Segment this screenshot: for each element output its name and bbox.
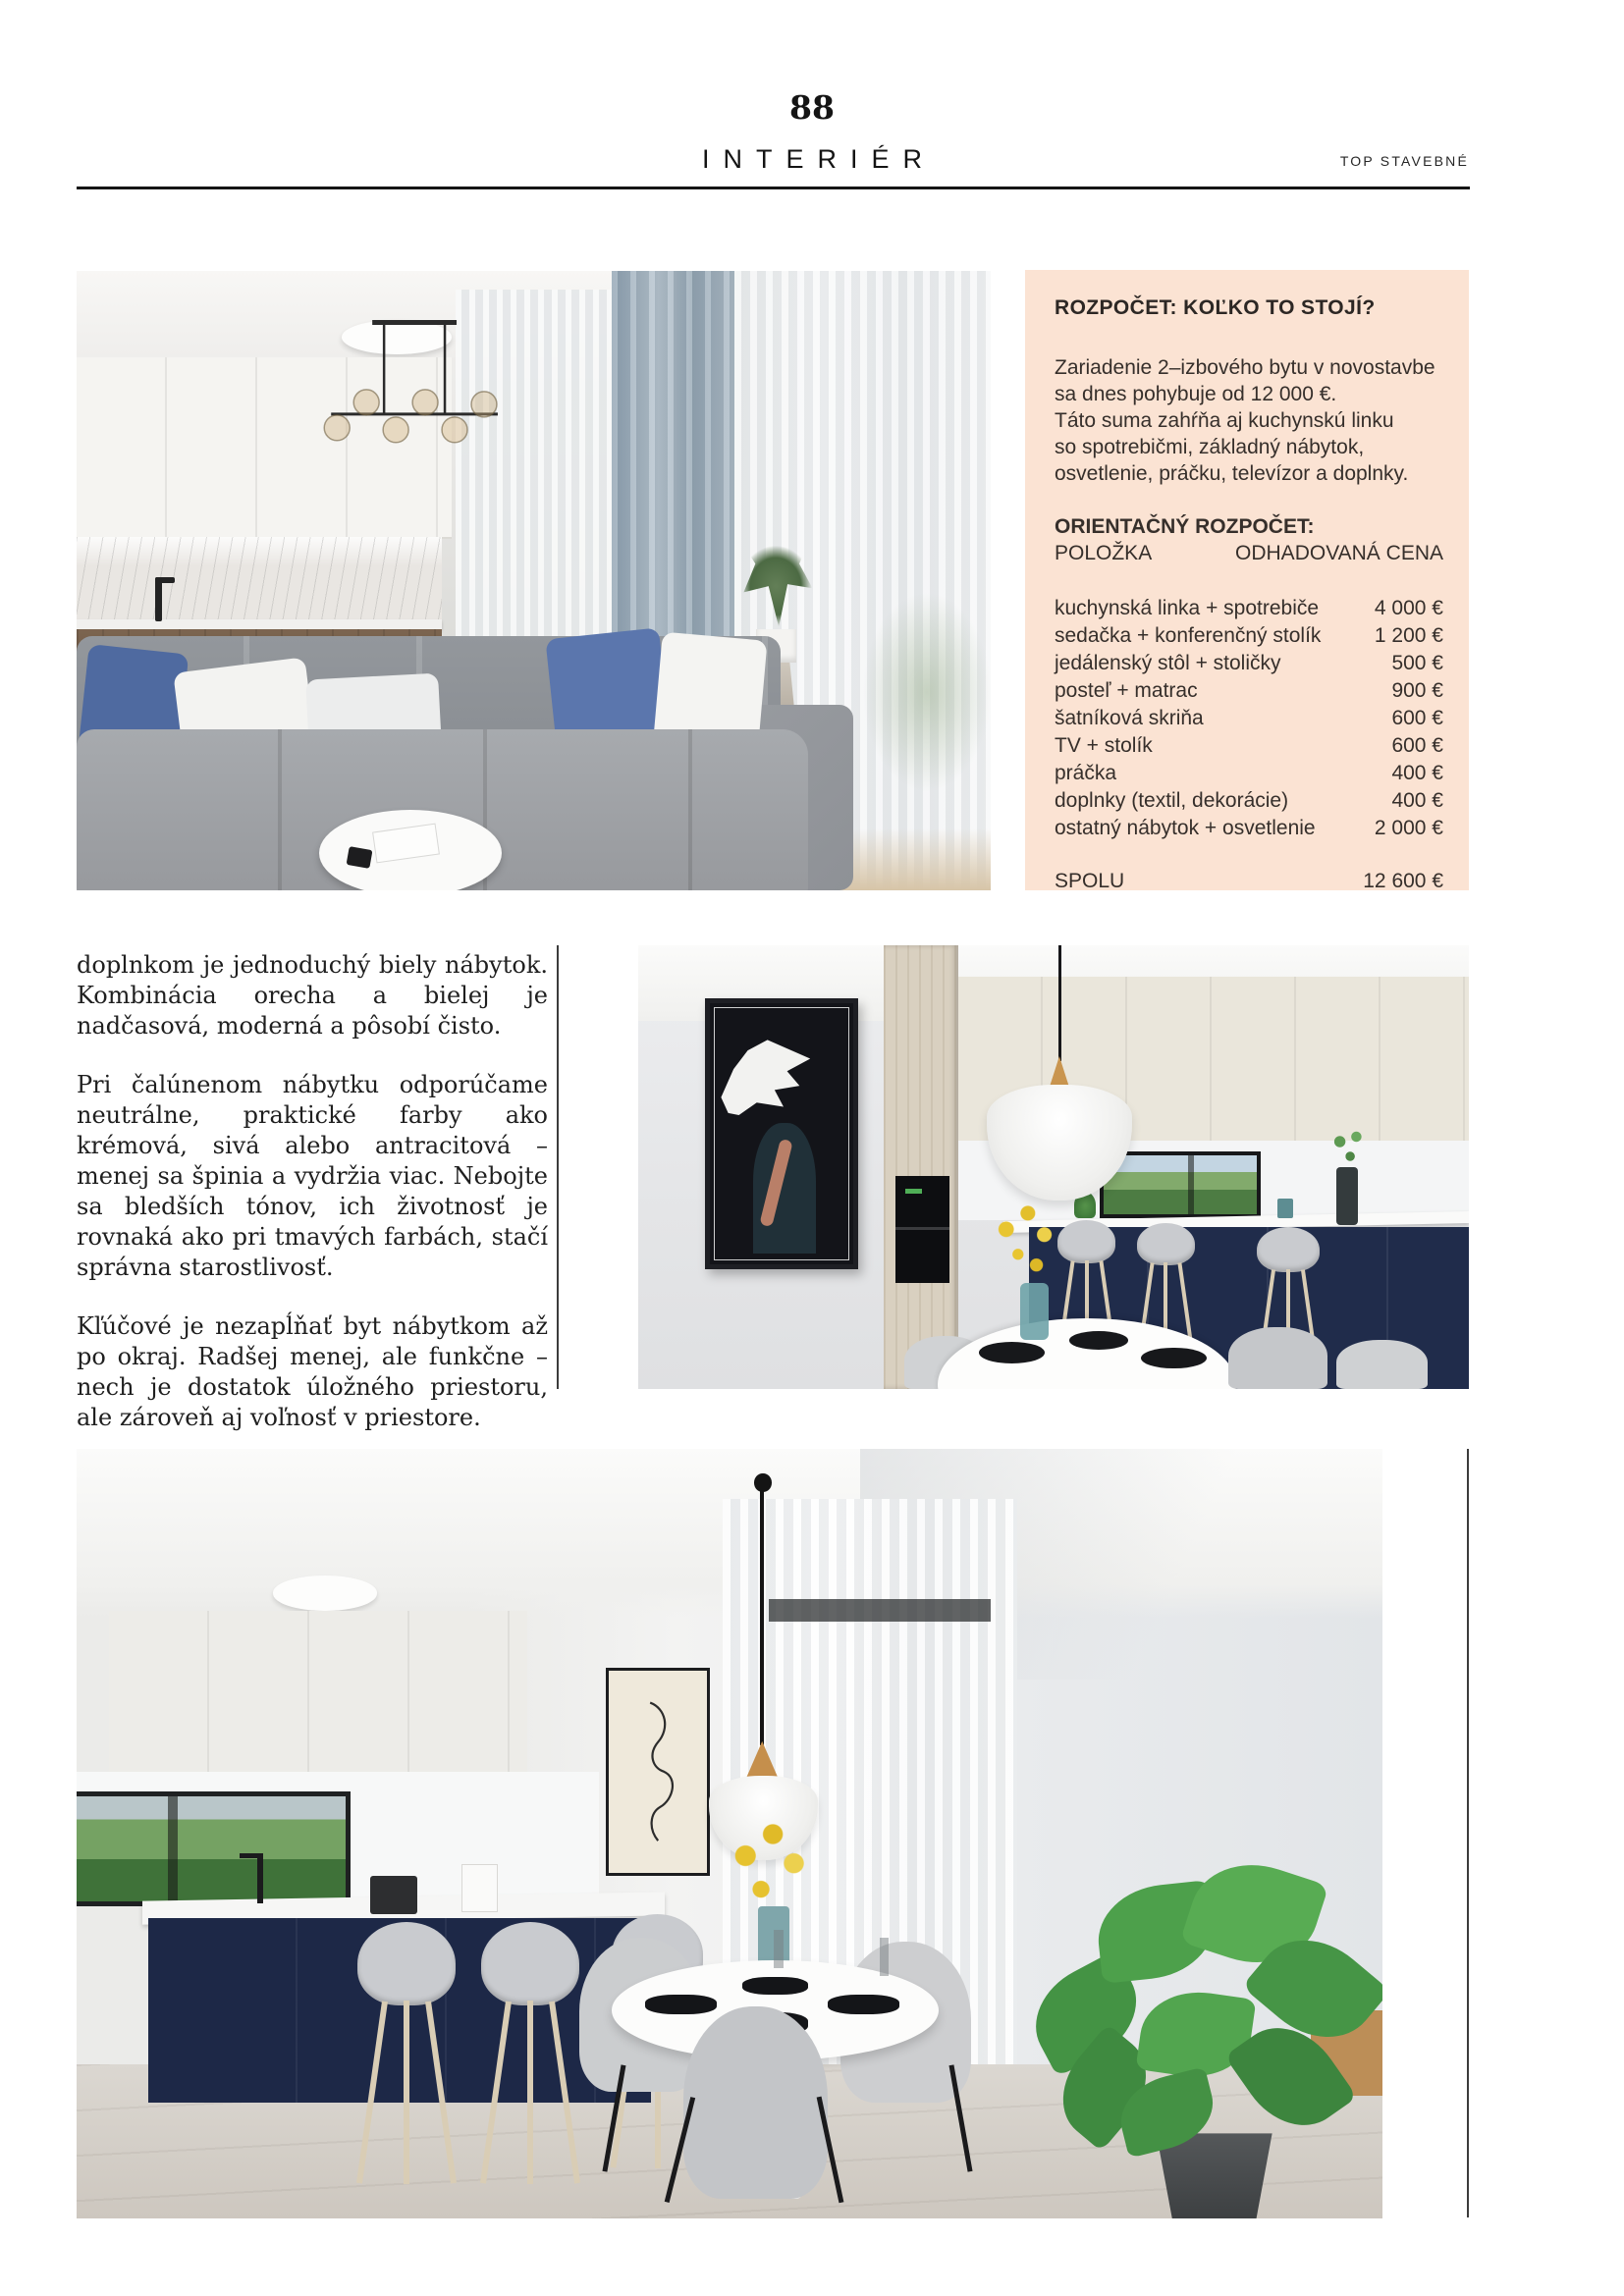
budget-item-price: 4 000 € xyxy=(1374,597,1443,619)
kitchen-appliance xyxy=(461,1864,498,1912)
budget-item-label: ostatný nábytok + osvetlenie xyxy=(1055,817,1316,839)
column-divider-rule xyxy=(557,945,559,1389)
column-price-label: ODHADOVANÁ CENA xyxy=(1235,542,1443,564)
budget-subtitle: ORIENTAČNÝ ROZPOČET: xyxy=(1055,515,1315,538)
budget-row xyxy=(1055,732,1443,760)
monstera-plant xyxy=(1017,1864,1382,2218)
budget-row xyxy=(1055,705,1443,732)
line-art-poster xyxy=(606,1668,710,1876)
column-item-label: POLOŽKA xyxy=(1055,542,1153,564)
budget-row xyxy=(1055,595,1443,622)
oven-display xyxy=(905,1189,921,1194)
budget-item-label: jedálenský stôl + stoličky xyxy=(1055,652,1281,674)
wine-glass xyxy=(880,1938,889,1976)
budget-total-row xyxy=(1055,868,1443,895)
budget-item-price: 2 000 € xyxy=(1374,817,1443,839)
budget-item-label: sedačka + konferenčný stolík xyxy=(1055,624,1322,647)
budget-intro: Zariadenie 2–izbového bytu v novostavbe sa dnes pohybuje od 12 000 €. Táto suma zahŕňa aj kuchynskú linku so spotrebičmi, základný nábytok, osvetlenie, práčku, televízor a doplnky. xyxy=(1055,356,1435,485)
glass-globe-chandelier xyxy=(323,320,506,475)
page-number: 88 xyxy=(789,88,835,127)
plate xyxy=(979,1342,1045,1363)
place-setting xyxy=(828,1995,899,2014)
teal-vase xyxy=(1020,1283,1049,1341)
budget-box xyxy=(1025,270,1469,890)
pendant-cord xyxy=(760,1479,763,1744)
dining-chair xyxy=(1336,1340,1428,1389)
window-with-garden-view xyxy=(77,1791,351,1907)
budget-row xyxy=(1055,760,1443,787)
magazine-name: TOP STAVEBNÉ xyxy=(1339,153,1469,169)
dining-chair xyxy=(683,2006,827,2199)
upper-cabinets xyxy=(109,1611,527,1776)
garden-view xyxy=(863,593,991,791)
budget-total-price: 12 600 € xyxy=(1363,870,1443,892)
window-with-garden-view xyxy=(1100,1151,1262,1218)
budget-item-label: šatníková skriňa xyxy=(1055,707,1204,729)
stool-seat xyxy=(481,1922,579,2005)
budget-item-label: posteľ + matrac xyxy=(1055,679,1198,702)
budget-column-headers xyxy=(1055,540,1443,566)
ceiling-light xyxy=(273,1575,377,1610)
stool-seat xyxy=(357,1922,456,2005)
article-paragraph: Kľúčové je nezapĺňať byt nábytkom až po okraj. Radšej menej, ale funkčne – nech je dostatok úložného priestoru, ale zároveň aj voľnosť v priestore. xyxy=(77,1312,548,1431)
tall-wood-cabinet xyxy=(884,945,958,1389)
budget-title: ROZPOČET: KOĽKO TO STOJÍ? xyxy=(1055,296,1376,319)
yellow-flowers xyxy=(992,1202,1058,1291)
faucet xyxy=(257,1853,264,1903)
budget-row xyxy=(1055,787,1443,815)
faucet xyxy=(155,577,162,620)
stool-seat xyxy=(1257,1227,1319,1272)
living-room-photo xyxy=(77,271,991,890)
budget-item-price: 600 € xyxy=(1391,734,1443,757)
budget-item-price: 400 € xyxy=(1391,789,1443,812)
budget-row xyxy=(1055,815,1443,842)
bar-stool xyxy=(481,1922,579,2184)
budget-item-label: práčka xyxy=(1055,762,1117,784)
plate xyxy=(1069,1331,1129,1350)
wall-artwork xyxy=(705,998,859,1269)
kitchen-photo xyxy=(638,945,1469,1389)
budget-item-price: 500 € xyxy=(1391,652,1443,674)
budget-item-label: doplnky (textil, dekorácie) xyxy=(1055,789,1289,812)
article-paragraph: Pri čalúnenom nábytku odporúčame neutrálne, praktické farby ako krémová, sivá alebo antracitová – menej sa špinia a vydržia viac. Nebojte sa bledších tónov, ich životnosť je rovnaká ako pri tmavých farbách, stačí správna starostlivosť. xyxy=(77,1071,548,1281)
budget-item-price: 600 € xyxy=(1391,707,1443,729)
budget-row xyxy=(1055,650,1443,677)
wine-glass xyxy=(774,1930,783,1968)
budget-total-label: SPOLU xyxy=(1055,870,1125,892)
pendant-cord xyxy=(1058,945,1061,1061)
place-setting xyxy=(742,1977,808,1995)
budget-table xyxy=(1055,595,1443,842)
marble-backsplash xyxy=(77,537,442,620)
window-frame-bar xyxy=(769,1599,991,1623)
stool-seat xyxy=(1137,1223,1195,1265)
plant-leaves xyxy=(739,525,812,627)
teal-cup xyxy=(1277,1199,1292,1218)
budget-item-price: 400 € xyxy=(1391,762,1443,784)
magazine xyxy=(372,823,440,863)
section-title: INTERIÉR xyxy=(701,144,936,174)
plate xyxy=(1141,1348,1207,1369)
bar-stool xyxy=(357,1922,456,2184)
header-rule xyxy=(77,187,1470,189)
budget-item-label: kuchynská linka + spotrebiče xyxy=(1055,597,1320,619)
dining-chair xyxy=(1228,1327,1328,1389)
built-in-ovens xyxy=(895,1176,949,1282)
place-setting xyxy=(645,1995,717,2014)
right-edge-rule xyxy=(1467,1449,1469,2217)
budget-item-price: 900 € xyxy=(1391,679,1443,702)
countertop xyxy=(77,619,442,629)
dining-area-photo xyxy=(77,1449,1382,2218)
phone xyxy=(347,846,373,869)
budget-item-price: 1 200 € xyxy=(1374,624,1443,647)
stool-seat xyxy=(1057,1220,1115,1262)
budget-item-label: TV + stolík xyxy=(1055,734,1153,757)
cooking-pot xyxy=(370,1876,417,1914)
coffee-table xyxy=(319,810,502,890)
budget-row xyxy=(1055,677,1443,705)
budget-row xyxy=(1055,622,1443,650)
article-paragraph: doplnkom je jednoduchý biely nábytok. Kombinácia orecha a bielej je nadčasová, moderná a pôsobí čisto. xyxy=(77,951,548,1040)
article-text xyxy=(77,950,548,1433)
green-twigs xyxy=(1327,1127,1369,1176)
